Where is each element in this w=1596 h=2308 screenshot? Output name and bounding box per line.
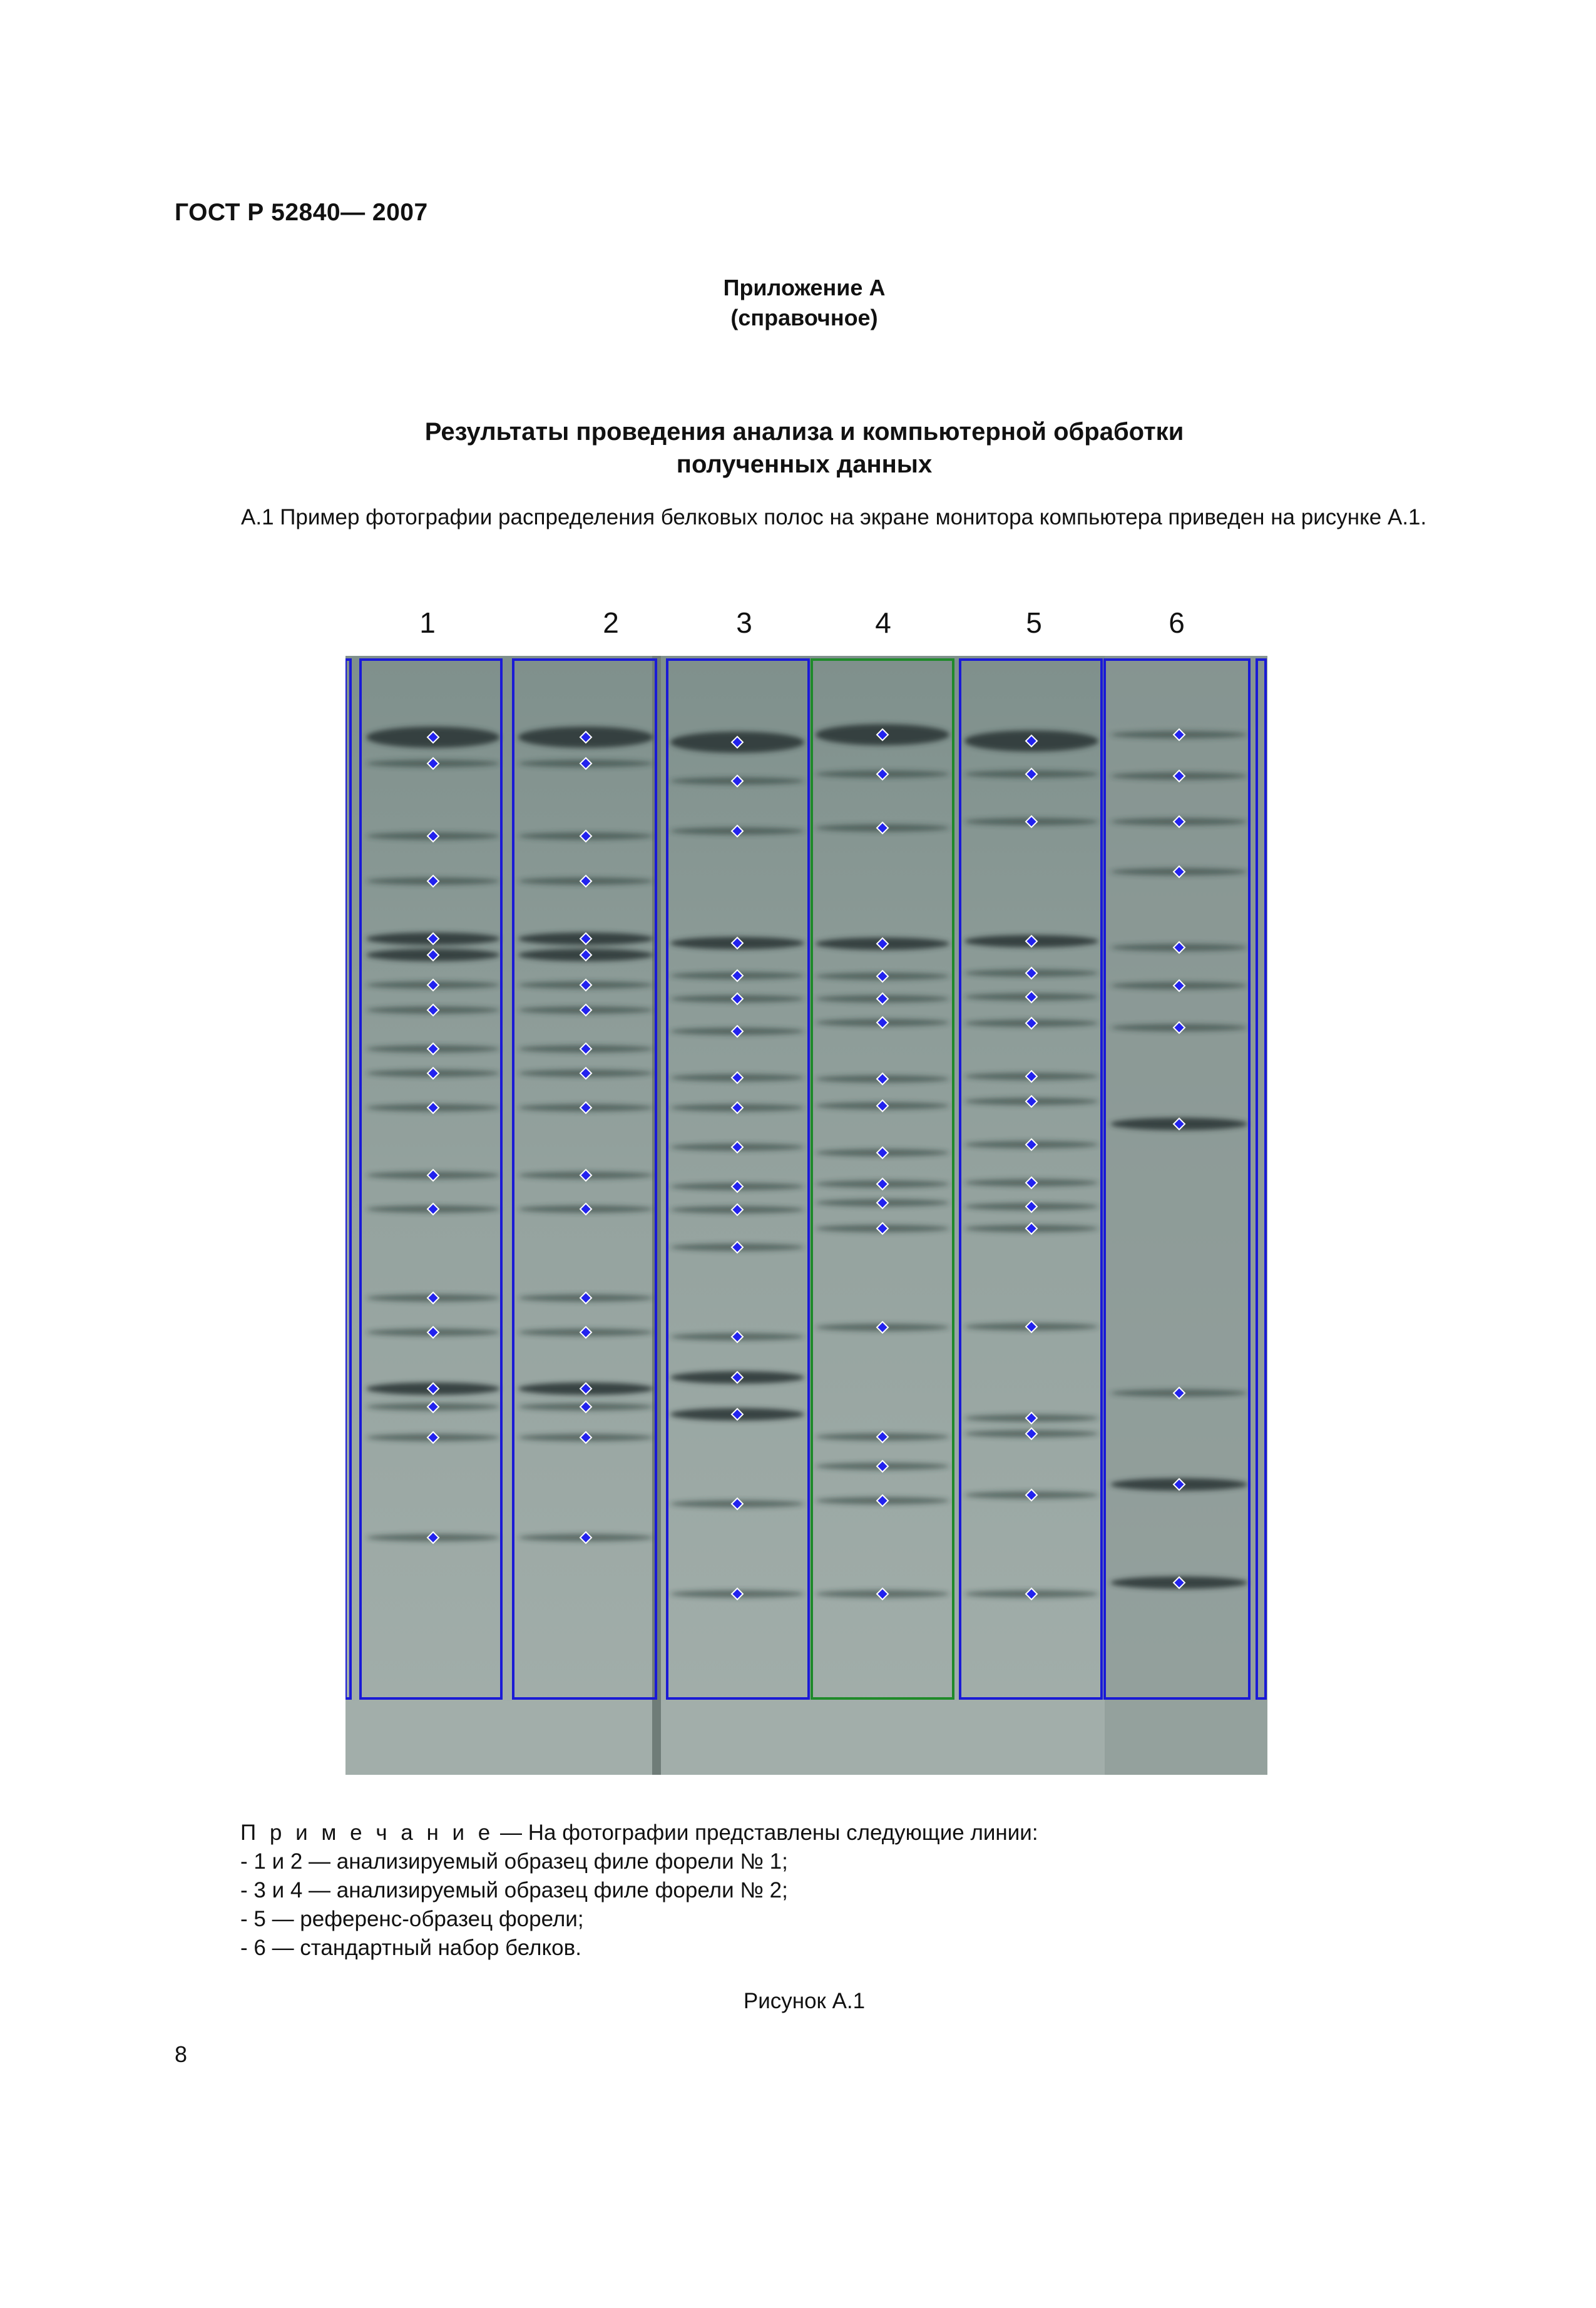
lane-number-4: 4 bbox=[875, 606, 891, 639]
section-title-line-1: Результаты проведения анализа и компьютерной обработки bbox=[424, 418, 1184, 446]
lane-number-1: 1 bbox=[419, 606, 436, 639]
intro-paragraph: А.1 Пример фотографии распределения белковых полос на экране мониторa компьютера приведен на рисунке А.1. bbox=[241, 505, 1427, 529]
gel-svg bbox=[345, 656, 1267, 1775]
figure-caption: Рисунок А.1 bbox=[743, 1989, 866, 2013]
note-heading bbox=[240, 1819, 1038, 1847]
note-text: — На фотографии представлены следующие линии: bbox=[500, 1820, 1038, 1845]
note-item: - 5 — референс-образец форели; bbox=[240, 1907, 584, 1931]
note-item: - 3 и 4 — анализируемый образец филе форели № 2; bbox=[240, 1878, 788, 1902]
gel-electrophoresis-image bbox=[345, 656, 1267, 1775]
note-lead: П р и м е ч а н и е bbox=[240, 1820, 494, 1845]
note-item: - 6 — стандартный набор белков. bbox=[240, 1936, 581, 1960]
annex-subtitle: (справочное) bbox=[730, 305, 878, 330]
document-code: ГОСТ Р 52840— 2007 bbox=[175, 199, 428, 226]
lane-number-6: 6 bbox=[1169, 606, 1185, 639]
page-number: 8 bbox=[175, 2041, 188, 2067]
annex-title: Приложение А bbox=[723, 275, 886, 300]
section-title-line-2: полученных данных bbox=[676, 451, 933, 478]
note-item: - 1 и 2 — анализируемый образец филе форели № 1; bbox=[240, 1849, 788, 1874]
annex-heading bbox=[0, 273, 1596, 333]
lane-number-5: 5 bbox=[1026, 606, 1042, 639]
section-heading bbox=[0, 416, 1596, 481]
lane-number-2: 2 bbox=[603, 606, 619, 639]
lane-number-3: 3 bbox=[736, 606, 752, 639]
figure-note bbox=[240, 1819, 1038, 1963]
